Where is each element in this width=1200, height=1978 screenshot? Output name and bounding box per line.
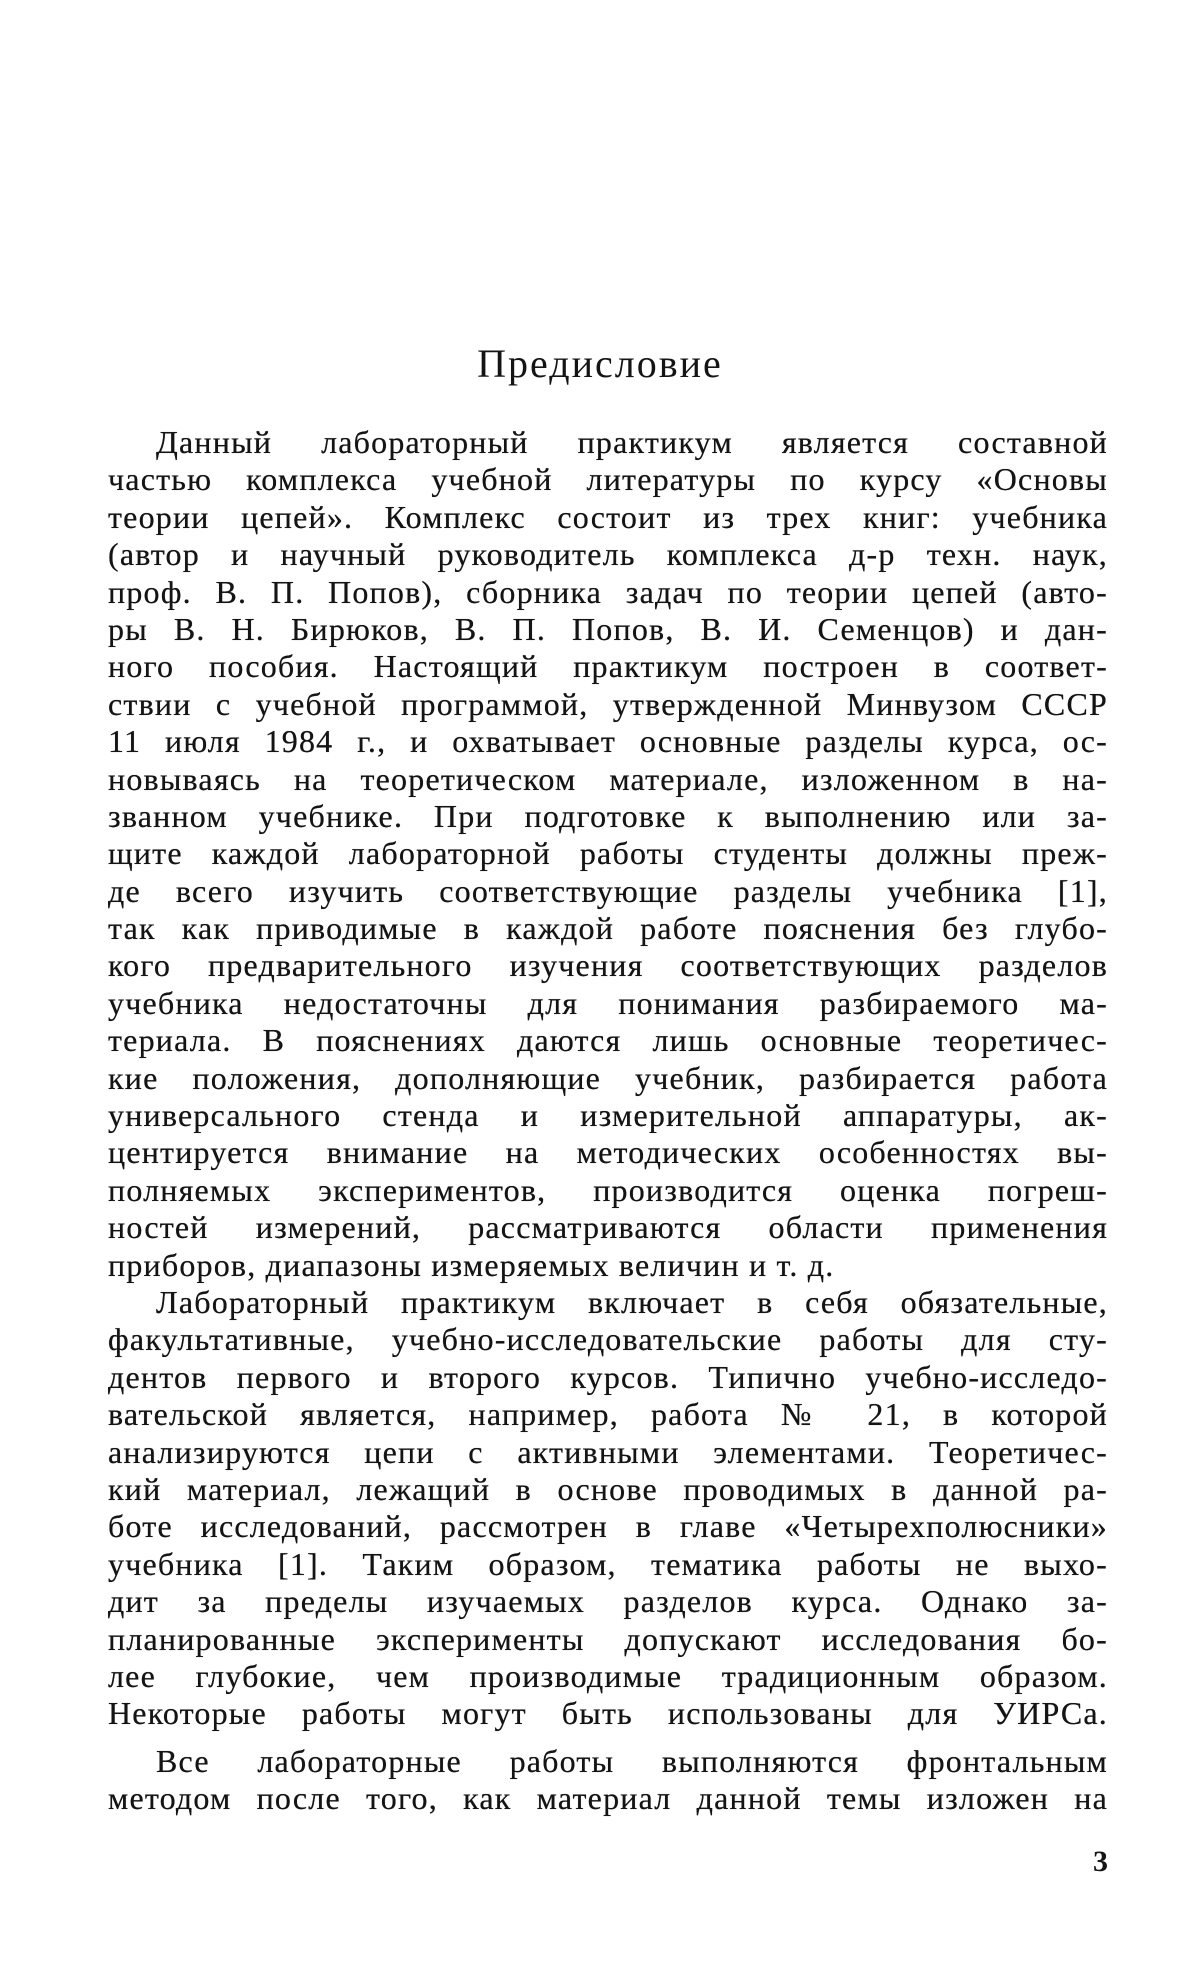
text-line: методом после того, как материал данной темы изложен на — [108, 1780, 1108, 1817]
text-line: планированные эксперименты допускают исследования бо- — [108, 1620, 1108, 1657]
body-text — [108, 424, 1108, 1817]
text-line: кие положения, дополняющие учебник, разбирается работа — [108, 1059, 1108, 1096]
text-line: кого предварительного изучения соответствующих разделов — [108, 947, 1108, 984]
text-line: лее глубокие, чем производимые традиционным образом. — [108, 1657, 1108, 1694]
page-number: 3 — [1093, 1845, 1108, 1878]
text-line: дит за пределы изучаемых разделов курса. Однако за- — [108, 1583, 1108, 1620]
text-line: так как приводимые в каждой работе пояснения без глубо- — [108, 910, 1108, 947]
page-title: Предисловие — [477, 341, 723, 386]
text-line: ствии с учебной программой, утвержденной Минвузом СССР — [108, 685, 1108, 722]
text-line: Лабораторный практикум включает в себя обязательные, — [156, 1283, 1108, 1320]
text-line: ностей измерений, рассматриваются области применения — [108, 1209, 1108, 1246]
paragraph-2 — [108, 1284, 1108, 1733]
text-line: 11 июля 1984 г., и охватывает основные разделы курса, ос- — [108, 723, 1108, 760]
text-line: вательской является, например, работа № 21, в которой — [108, 1396, 1108, 1433]
text-line: проф. В. П. Попов), сборника задач по теории цепей (авто- — [108, 573, 1108, 610]
text-line: дентов первого и второго курсов. Типично учебно-исследо- — [108, 1358, 1108, 1395]
text-line: универсального стенда и измерительной аппаратуры, ак- — [108, 1097, 1108, 1134]
text-line: полняемых экспериментов, производится оценка погреш- — [108, 1171, 1108, 1208]
text-line: учебника [1]. Таким образом, тематика работы не выхо- — [108, 1545, 1108, 1582]
paragraph-1 — [108, 424, 1108, 1284]
text-line: (автор и научный руководитель комплекса д-р техн. наук, — [108, 536, 1108, 573]
text-line: приборов, диапазоны измеряемых величин и т. д. — [108, 1246, 835, 1283]
text-line: де всего изучить соответствующие разделы учебника [1], — [108, 872, 1108, 909]
text-line: териала. В пояснениях даются лишь основные теоретичес- — [108, 1022, 1108, 1059]
paragraph-3 — [108, 1743, 1108, 1818]
text-line: щите каждой лабораторной работы студенты должны преж- — [108, 835, 1108, 872]
text-line: Данный лабораторный практикум является составной — [156, 424, 1108, 460]
text-line: факультативные, учебно-исследовательские работы для сту- — [108, 1321, 1108, 1358]
text-line: учебника недостаточны для понимания разбираемого ма- — [108, 984, 1108, 1021]
text-line: званном учебнике. При подготовке к выполнению или за- — [108, 797, 1108, 834]
text-line: боте исследований, рассмотрен в главе «Четырехполюсники» — [108, 1508, 1108, 1545]
text-line: кий материал, лежащий в основе проводимых в данной ра- — [108, 1470, 1108, 1507]
text-line: Все лабораторные работы выполняются фронтальным — [156, 1742, 1108, 1779]
text-line: анализируются цепи с активными элементами. Теоретичес- — [108, 1433, 1108, 1470]
text-line: новываясь на теоретическом материале, изложенном в на- — [108, 760, 1108, 797]
text-line: центируется внимание на методических особенностях вы- — [108, 1134, 1108, 1171]
text-line: ры В. Н. Бирюков, В. П. Попов, В. И. Семенцов) и дан- — [108, 610, 1108, 647]
text-line: ного пособия. Настоящий практикум построен в соответ- — [108, 648, 1108, 685]
text-line: теории цепей». Комплекс состоит из трех книг: учебника — [108, 498, 1108, 535]
text-line: частью комплекса учебной литературы по курсу «Основы — [108, 461, 1108, 498]
text-line: Некоторые работы могут быть использованы для УИРСа. — [108, 1695, 1108, 1732]
